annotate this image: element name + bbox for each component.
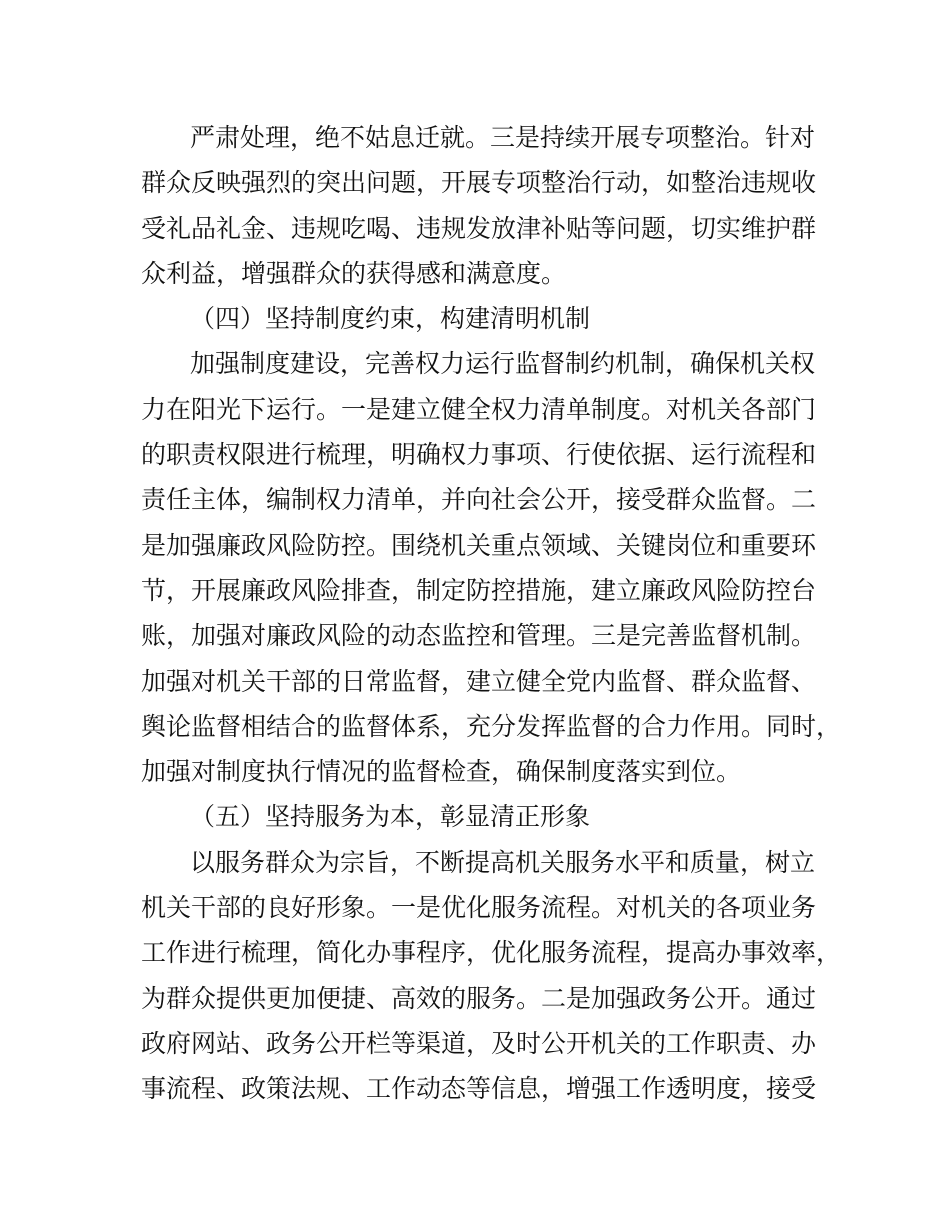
section-heading: （四）坚持制度约束，构建清明机制: [190, 304, 591, 334]
paragraph-line: 加强对机关干部的日常监督，建立健全党内监督、群众监督、: [141, 666, 817, 696]
paragraph-line: 群众反映强烈的突出问题，开展专项整治行动，如整治违规收: [141, 168, 817, 198]
document-body: [141, 115, 842, 1112]
section-heading: （五）坚持服务为本，彰显清正形象: [190, 802, 591, 832]
paragraph-line: 众利益，增强群众的获得感和满意度。: [141, 258, 567, 288]
paragraph-line: 机关干部的良好形象。一是优化服务流程。对机关的各项业务: [141, 893, 817, 923]
paragraph-line: 政府网站、政务公开栏等渠道，及时公开机关的工作职责、办: [141, 1028, 817, 1058]
paragraph-line: 为群众提供更加便捷、高效的服务。二是加强政务公开。通过: [141, 983, 817, 1013]
paragraph-line: 的职责权限进行梳理，明确权力事项、行使依据、运行流程和: [141, 440, 817, 470]
paragraph-line: 力在阳光下运行。一是建立健全权力清单制度。对机关各部门: [141, 394, 817, 424]
paragraph-line: 责任主体，编制权力清单，并向社会公开，接受群众监督。二: [141, 485, 817, 515]
paragraph-line: 加强对制度执行情况的监督检查，确保制度落实到位。: [141, 757, 742, 787]
paragraph-line: 节，开展廉政风险排查，制定防控措施，建立廉政风险防控台: [141, 575, 817, 605]
paragraph-line: 以服务群众为宗旨，不断提高机关服务水平和质量，树立: [190, 847, 816, 877]
paragraph-line: 严肃处理，绝不姑息迁就。三是持续开展专项整治。针对: [190, 123, 816, 152]
paragraph-line: 事流程、政策法规、工作动态等信息，增强工作透明度，接受: [141, 1074, 817, 1104]
paragraph-line: 账，加强对廉政风险的动态监控和管理。三是完善监督机制。: [141, 621, 817, 651]
paragraph-line: 受礼品礼金、违规吃喝、违规发放津补贴等问题，切实维护群: [141, 213, 817, 243]
paragraph-line: 工作进行梳理，简化办事程序，优化服务流程，提高办事效率，: [141, 938, 842, 968]
paragraph-line: 加强制度建设，完善权力运行监督制约机制，确保机关权: [190, 349, 816, 379]
paragraph-line: 舆论监督相结合的监督体系，充分发挥监督的合力作用。同时，: [141, 711, 842, 741]
paragraph-line: 是加强廉政风险防控。围绕机关重点领域、关键岗位和重要环: [141, 530, 817, 560]
